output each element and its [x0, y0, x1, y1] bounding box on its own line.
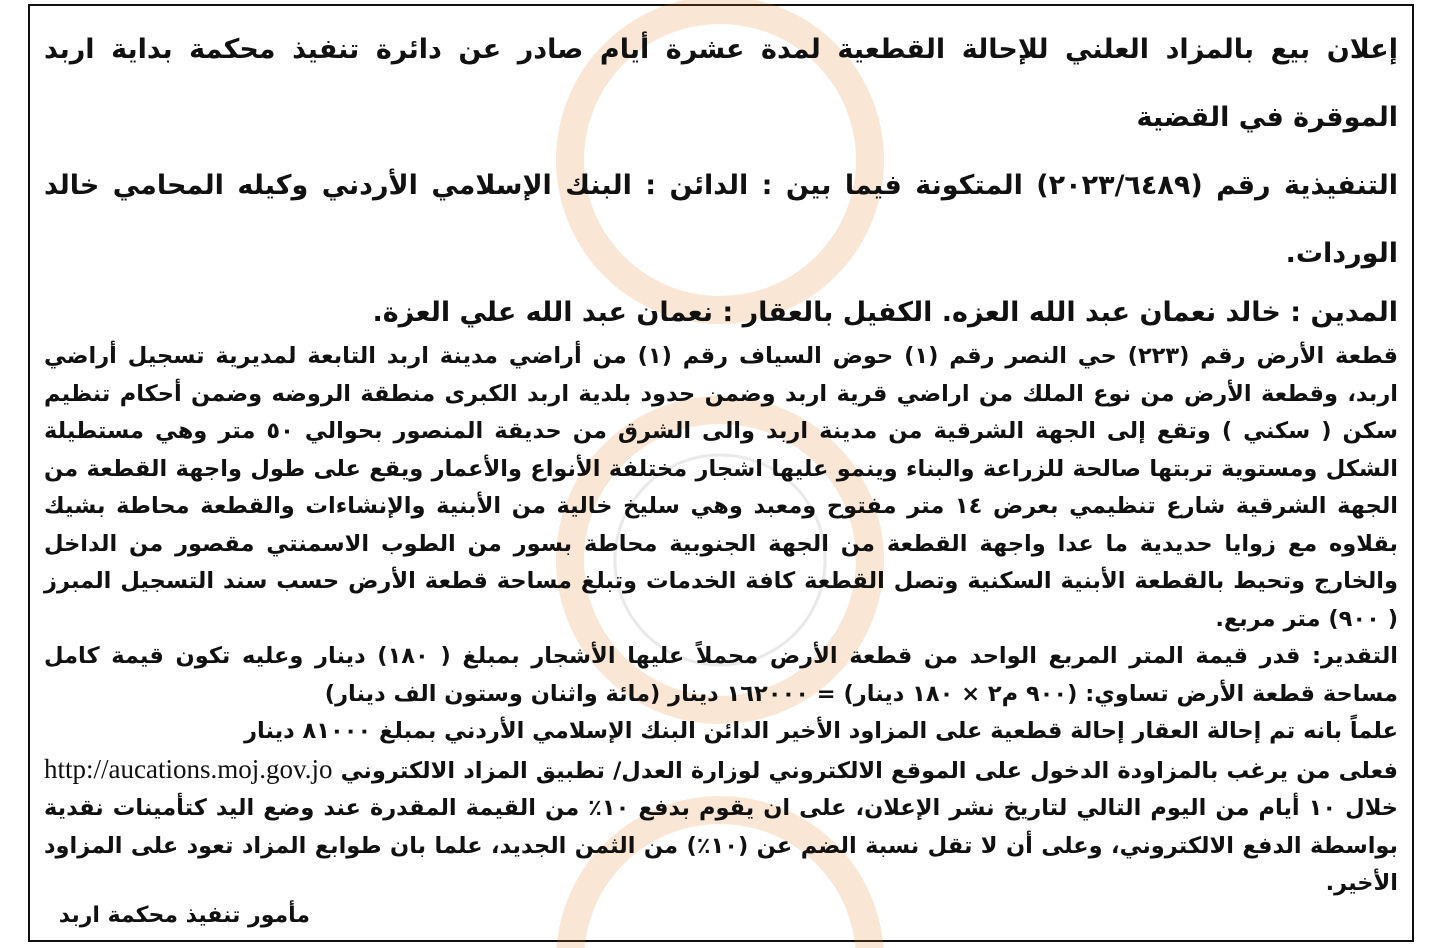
- valuation-paragraph: التقدير: قدر قيمة المتر المربع الواحد من قطعة الأرض محملاً عليها الأشجار بمبلغ ( ١٨٠) دينار وعليه تكون قيمة كامل مساحة قطعة الأرض تساوي: (٩٠٠ م٢ × ١٨٠ دينار) = ١٦٢٠٠٠ دينار (مائة واثنان وستون الف دينار): [44, 643, 1398, 707]
- notice-heading: [44, 16, 1398, 338]
- notice-body: [44, 338, 1398, 903]
- bidding-terms: خلال ١٠ أيام من اليوم التالي لتاريخ نشر الإعلان، على ان يقوم بدفع ١٠٪ من القيمة المقدرة عند وضع اليد كتأمينات نقدية بواسطة الدفع الالكتروني، وعلى أن لا تقل نسبة الضم عن (١٠٪) من الثمن الجديد، علما بان طوابع المزاد تعود على المزاود الأخير.: [44, 795, 1398, 896]
- heading-line: المدين : خالد نعمان عبد الله العزه. الكفيل بالعقار : نعمان عبد الله علي العزة.: [372, 297, 1398, 328]
- heading-line: إعلان بيع بالمزاد العلني للإحالة القطعية لمدة عشرة أيام صادر عن دائرة تنفيذ محكمة بداية اربد الموقرة في القضية: [44, 34, 1398, 133]
- bidding-paragraph: [44, 751, 1398, 903]
- land-description: قطعة الأرض رقم (٢٢٣) حي النصر رقم (١) حوض السياف رقم (١) من أراضي مدينة اربد التابعة لمديرية تسجيل أراضي اربد، وقطعة الأرض من نوع الملك من اراضي قرية اربد وضمن حدود بلدية اربد الكبرى منطقة الروضه وضمن أحكام تنظيم سكن ( سكني ) وتقع إلى الجهة الشرقية من مدينة اربد والى الشرق من حديقة المنصور بحوالي ٥٠ متر وهي مستطيلة الشكل ومستوية تربتها صالحة للزراعة والبناء وينمو عليها اشجار مختلفة الأنواع والأعمار ويقع على طول واجهة القطعة من الجهة الشرقية شارع تنظيمي بعرض ١٤ متر مفتوح ومعبد وهي سليخ خالية من الأبنية والإنشاءات والقطعة محاطة بشيك بقلاوه مع زوايا حديدية ما عدا واجهة القطعة من الجهة الجنوبية محاطة بسور من الطوب الاسمنتي مقصور من الداخل والخارج وتحيط بالقطعة الأبنية السكنية وتصل القطعة كافة الخدمات وتبلغ مساحة قطعة الأرض حسب سند التسجيل المبرز ( ٩٠٠) متر مربع.: [44, 343, 1399, 632]
- final-bid-paragraph: علماً بانه تم إحالة العقار إحالة قطعية على المزاود الأخير الدائن البنك الإسلامي الأردني بمبلغ ٨١٠٠٠ دينار: [244, 718, 1398, 744]
- heading-line: التنفيذية رقم (٢٠٢٣/٦٤٨٩) المتكونة فيما بين : الدائن : البنك الإسلامي الأردني وكيله المحامي خالد الوردات.: [44, 170, 1398, 269]
- auction-url-link[interactable]: http://aucations.moj.gov.jo: [44, 753, 333, 784]
- notice-content: [44, 16, 1398, 903]
- bidding-intro: فعلى من يرغب بالمزاودة الدخول على الموقع الالكتروني لوزارة العدل/ تطبيق المزاد الالكتروني: [340, 757, 1399, 784]
- signature: مأمور تنفيذ محكمة اربد: [58, 903, 310, 928]
